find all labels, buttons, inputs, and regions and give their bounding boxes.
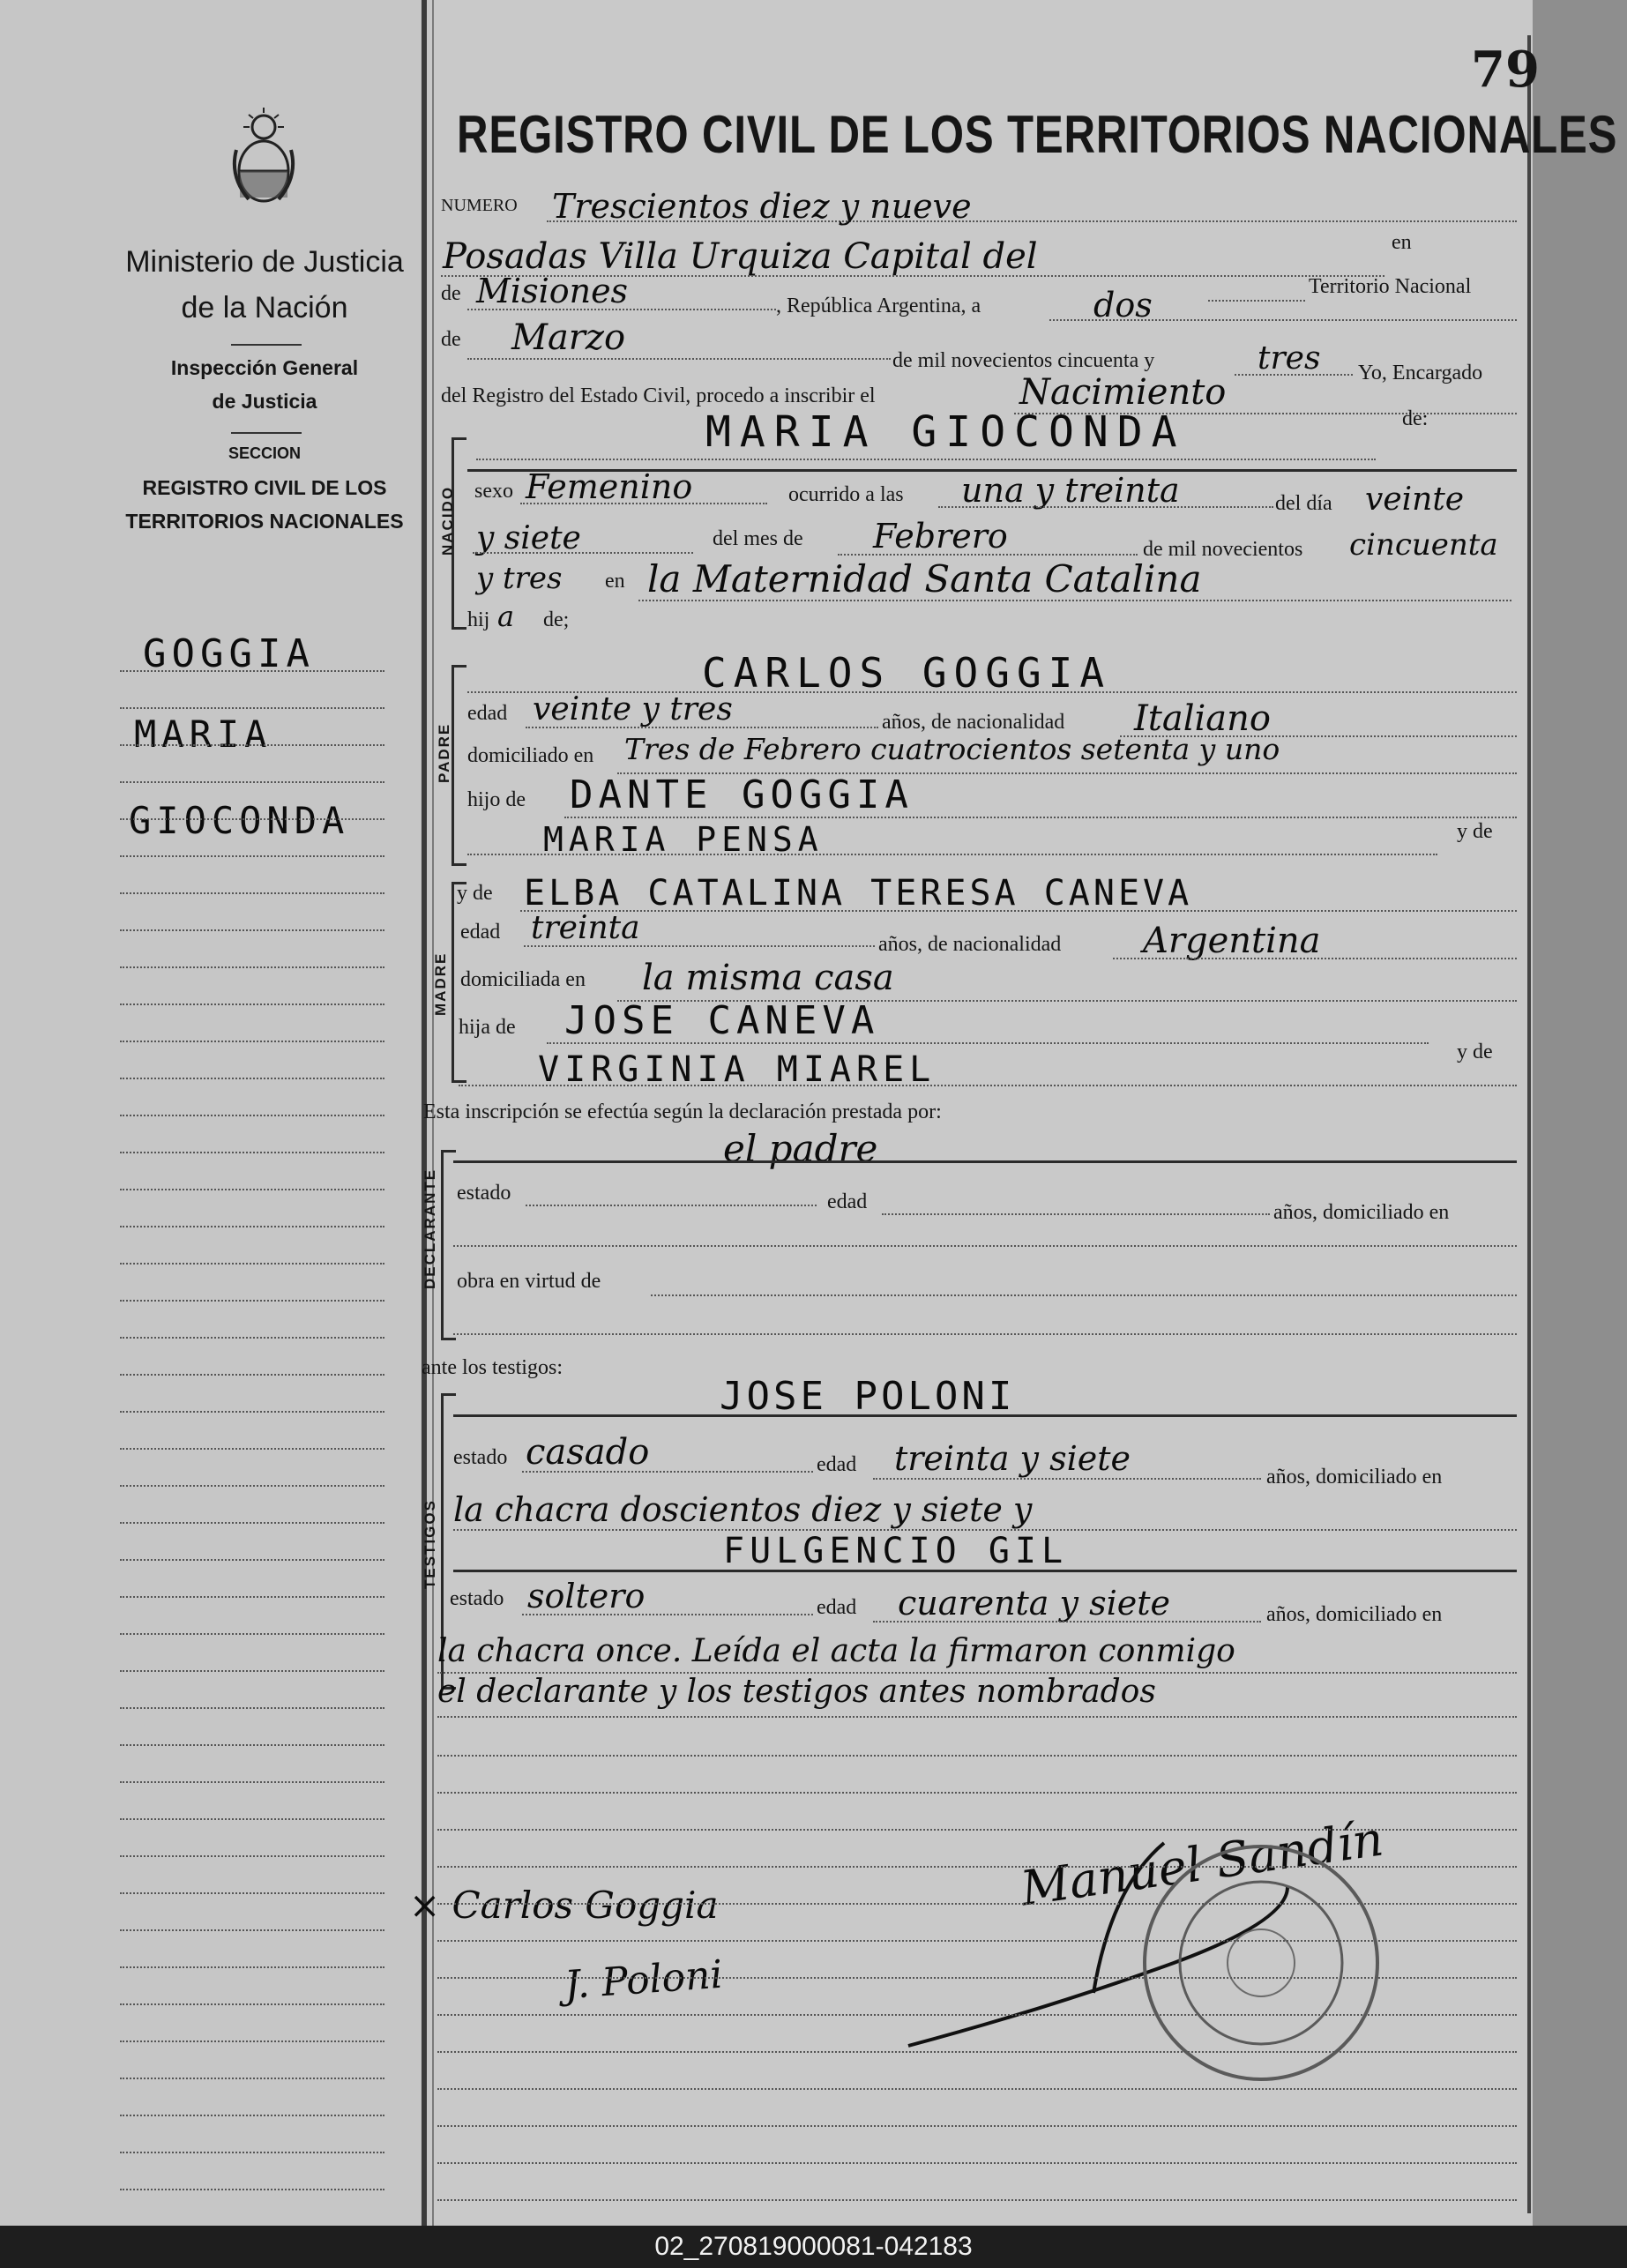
mes-line	[467, 358, 891, 360]
sidebar-rule	[120, 1411, 384, 1413]
ministry-line1: Ministerio de Justicia	[125, 245, 404, 279]
sidebar-rule	[120, 1707, 384, 1709]
t2-estado-line	[522, 1614, 813, 1615]
binding-edge	[1533, 0, 1627, 2226]
label-nacido: NACIDO	[439, 485, 456, 556]
decl-dom-line	[453, 1245, 1517, 1247]
declarante-rule	[453, 1160, 1517, 1163]
mes-nac-line	[838, 554, 1138, 556]
label-territorio: Territorio Nacional	[1309, 275, 1472, 298]
territorio-line	[467, 309, 776, 310]
label-padre-dom: domiciliado en	[467, 744, 594, 767]
t1-edad-value: treinta y siete	[894, 1439, 1131, 1478]
coat-of-arms-icon	[228, 106, 300, 205]
label-anos-dom-decl: años, domiciliado en	[1273, 1201, 1450, 1224]
edad-decl-line	[882, 1213, 1270, 1215]
main-rule	[437, 2125, 1517, 2127]
sidebar-rule	[120, 1596, 384, 1598]
abuelo-mat-line	[547, 1042, 1429, 1044]
sexo-value: Femenino	[526, 467, 693, 506]
anio-nac-value2: y tres	[476, 561, 563, 596]
label-testigos-v: TESTIGOS	[422, 1499, 438, 1589]
t1-estado-value: casado	[526, 1432, 650, 1473]
mes-nac-value: Febrero	[873, 517, 1008, 556]
label-del-dia: del día	[1275, 492, 1332, 515]
label-de-semicolon: de;	[543, 608, 570, 631]
anio-line	[1235, 374, 1353, 376]
sidebar-rule	[120, 1152, 384, 1153]
madre-nac-value: Argentina	[1143, 921, 1321, 961]
cierre-line	[437, 1716, 1517, 1718]
sidebar-rule	[120, 2189, 384, 2190]
sidebar-rule	[120, 1448, 384, 1450]
sidebar-rule	[120, 1818, 384, 1820]
label-padre-edad: edad	[467, 702, 508, 725]
dia-nac-value: veinte	[1365, 481, 1465, 518]
t1-dom-value: la chacra doscientos diez y siete y	[453, 1490, 1033, 1529]
sidebar-rule	[120, 1226, 384, 1227]
main-rule	[437, 1977, 1517, 1979]
ministry-line2: de la Nación	[181, 291, 348, 325]
testigo2-rule	[453, 1570, 1517, 1572]
territorio-value: Misiones	[476, 272, 629, 310]
sidebar-rule	[120, 1003, 384, 1005]
sidebar-rule	[120, 1559, 384, 1561]
sidebar-rule	[120, 1485, 384, 1487]
main-rule	[437, 1866, 1517, 1868]
anio-value: tres	[1258, 340, 1321, 377]
label-republica: , República Argentina, a	[776, 295, 981, 317]
label-de-colon: de:	[1402, 407, 1429, 430]
sidebar-rule	[120, 1337, 384, 1339]
label-estado-t1: estado	[453, 1446, 508, 1469]
label-de-territorio: de	[441, 282, 461, 305]
padre-nombre-value: CARLOS GOGGIA	[702, 649, 1112, 697]
declarante-value: el padre	[723, 1127, 878, 1170]
label-padre: PADRE	[436, 722, 452, 783]
abuela-mat-line	[459, 1085, 1517, 1086]
sidebar-rule	[120, 1300, 384, 1302]
sidebar-rule	[120, 1892, 384, 1894]
main-rule	[437, 1903, 1517, 1905]
label-padre-anos: años, de nacionalidad	[882, 711, 1065, 734]
label-sexo: sexo	[474, 480, 513, 503]
label-edad-t1: edad	[817, 1453, 857, 1476]
label-anos-dom-t2: años, domiciliado en	[1266, 1603, 1443, 1626]
margin-name2: GIOCONDA	[129, 799, 350, 842]
sidebar-rule	[120, 707, 384, 709]
numero-value: Trescientos diez y nueve	[552, 187, 972, 226]
label-madre-dom: domiciliada en	[460, 968, 586, 991]
sidebar-rule	[120, 781, 384, 783]
sidebar-rule	[120, 2078, 384, 2079]
sidebar-rule	[120, 1374, 384, 1376]
page-number: 79	[1471, 41, 1540, 99]
label-madre-edad: edad	[460, 921, 501, 944]
mes-value: Marzo	[511, 317, 626, 358]
abuelo-pat-value: DANTE GOGGIA	[570, 772, 914, 817]
padre-edad-line	[526, 727, 878, 728]
signature-padre: × Carlos Goggia	[409, 1884, 719, 1927]
label-estado-decl: estado	[457, 1182, 511, 1205]
label-edad-t2: edad	[817, 1596, 857, 1619]
section-line1: REGISTRO CIVIL DE LOS	[142, 476, 387, 499]
binding-edge-line	[1527, 35, 1531, 2213]
sidebar-rule	[120, 1781, 384, 1783]
label-hija-de: hija de	[459, 1016, 516, 1039]
padre-brace	[452, 665, 466, 866]
sidebar-rule	[120, 892, 384, 894]
label-ocurrido: ocurrido a las	[788, 483, 904, 506]
hora-line	[938, 506, 1273, 508]
anio-nac-value: cincuenta	[1349, 527, 1498, 563]
main-rule	[437, 1829, 1517, 1831]
abuela-pat-line	[467, 854, 1437, 855]
sidebar-rule	[120, 1522, 384, 1524]
label-en-lugar: en	[605, 570, 625, 593]
label-de-mil-nov: de mil novecientos	[1143, 538, 1303, 561]
dia-nac-line2	[473, 552, 693, 554]
sexo-line	[520, 503, 767, 504]
label-declaracion: Esta inscripción se efectúa según la declaración prestada por:	[423, 1100, 942, 1123]
signature-testigo: J. Poloni	[563, 1951, 725, 2009]
t2-edad-value: cuarenta y siete	[898, 1584, 1170, 1623]
t1-edad-line	[873, 1478, 1261, 1480]
label-y-de-mat: y de	[1457, 1041, 1493, 1063]
label-hij: hij	[467, 608, 490, 631]
label-del-mes: del mes de	[713, 527, 803, 550]
sidebar-rule	[120, 1189, 384, 1190]
label-anos-dom-t1: años, domiciliado en	[1266, 1466, 1443, 1488]
main-rule	[437, 1792, 1517, 1794]
nombre-value: MARIA GIOCONDA	[705, 407, 1186, 457]
testigo1-value: JOSE POLONI	[720, 1374, 1016, 1419]
sidebar-rule	[120, 966, 384, 968]
label-edad-decl: edad	[827, 1190, 868, 1213]
madre-dom-value: la misma casa	[642, 958, 894, 998]
label-de-mes: de	[441, 328, 461, 351]
label-en: en	[1392, 231, 1412, 254]
signature-encargado: Manuel Sandín	[1017, 1810, 1387, 1917]
t1-estado-line	[522, 1471, 813, 1473]
hora-value: una y treinta	[961, 471, 1180, 510]
abuela-pat-value: MARIA PENSA	[543, 820, 824, 859]
dia-line	[1049, 319, 1517, 321]
image-id-footer: 02_270819000081-042183	[0, 2226, 1627, 2268]
label-estado-t2: estado	[450, 1587, 504, 1610]
sidebar-rule	[120, 929, 384, 931]
sidebar-rule	[120, 1633, 384, 1635]
main-rule	[437, 2051, 1517, 2053]
padre-dom-value: Tres de Febrero cuatrocientos setenta y uno	[624, 732, 1280, 766]
sidebar-rule	[120, 1966, 384, 1968]
hij-suffix: a	[497, 600, 515, 633]
sidebar-rule	[120, 1078, 384, 1079]
t2-edad-line	[873, 1621, 1261, 1623]
inspection-line1: Inspección General	[170, 356, 359, 379]
t2-estado-value: soltero	[527, 1577, 646, 1615]
main-rule	[437, 2162, 1517, 2164]
margin-surname: GOGGIA	[143, 631, 315, 676]
testigo2-value: FULGENCIO GIL	[723, 1531, 1069, 1571]
label-hijo-de: hijo de	[467, 788, 526, 811]
label-y-de-madre: y de	[457, 882, 493, 905]
sidebar-rule	[120, 744, 384, 746]
sidebar-rule	[120, 2040, 384, 2042]
margin-name1: MARIA	[134, 712, 272, 756]
label-testigos: ante los testigos:	[422, 1356, 563, 1379]
dia-value: dos	[1093, 286, 1153, 325]
section-line2: TERRITORIOS NACIONALES	[125, 510, 404, 533]
sidebar-rule	[120, 1115, 384, 1116]
padre-edad-value: veinte y tres	[533, 691, 733, 727]
label-numero: NUMERO	[441, 196, 518, 215]
cierre-value: el declarante y los testigos antes nombrados	[437, 1674, 1156, 1710]
label-madre: MADRE	[432, 951, 449, 1016]
sidebar-rule	[120, 1263, 384, 1265]
sidebar-rule	[120, 818, 384, 820]
lugar-value: Posadas Villa Urquiza Capital del	[443, 236, 1038, 277]
sidebar-rule	[120, 2152, 384, 2153]
abuela-mat-value: VIRGINIA MIAREL	[538, 1049, 937, 1090]
lugar-line2	[1208, 300, 1305, 302]
t2-dom-value: la chacra once. Leída el acta la firmaron conmigo	[437, 1633, 1235, 1669]
section-label: SECCION	[228, 444, 301, 462]
label-mil-novecientos: de mil novecientos cincuenta y	[892, 349, 1155, 372]
label-declarante: DECLARANTE	[422, 1168, 438, 1289]
abuelo-mat-value: JOSE CANEVA	[564, 998, 880, 1043]
obra-line2	[453, 1333, 1517, 1335]
sidebar-divider	[231, 432, 302, 434]
inspection-line2: de Justicia	[212, 390, 317, 413]
sidebar-rule	[120, 1041, 384, 1042]
sidebar-rule	[120, 855, 384, 857]
main-rule	[437, 2014, 1517, 2016]
label-y-de-pat: y de	[1457, 820, 1493, 843]
sidebar-divider	[231, 344, 302, 346]
main-rule	[437, 1940, 1517, 1942]
padre-nac-value: Italiano	[1134, 698, 1271, 739]
dia-nac-value2: y siete	[476, 520, 581, 556]
label-registro: del Registro del Estado Civil, procedo a inscribir el	[441, 384, 876, 407]
label-yo-encargado: Yo, Encargado	[1358, 362, 1483, 384]
abuelo-pat-line	[564, 817, 1517, 818]
main-rule	[437, 2199, 1517, 2201]
madre-nombre-line	[520, 910, 1517, 912]
sidebar-rule	[120, 2115, 384, 2116]
label-obra: obra en virtud de	[457, 1270, 601, 1293]
label-madre-anos: años, de nacionalidad	[878, 933, 1062, 956]
sidebar-rule	[120, 1929, 384, 1931]
official-seal-icon	[1138, 1839, 1384, 2086]
sidebar-rule	[120, 2003, 384, 2005]
sidebar-rule	[120, 1744, 384, 1746]
madre-edad-line	[524, 945, 875, 947]
sidebar-rule	[120, 1670, 384, 1672]
acto-value: Nacimiento	[1019, 372, 1227, 413]
obra-line	[651, 1294, 1517, 1296]
sidebar-rule	[120, 670, 384, 672]
nombre-line	[476, 459, 1376, 460]
lugar-nac-value: la Maternidad Santa Catalina	[647, 557, 1202, 601]
madre-nombre-value: ELBA CATALINA TERESA CANEVA	[524, 873, 1193, 914]
sidebar-rule	[120, 1855, 384, 1857]
estado-decl-line	[526, 1205, 817, 1206]
main-rule	[437, 2088, 1517, 2090]
page-title: REGISTRO CIVIL DE LOS TERRITORIOS NACIONALES	[457, 105, 1618, 164]
testigo1-rule	[453, 1414, 1517, 1417]
madre-edad-value: treinta	[531, 910, 640, 946]
main-rule	[437, 1755, 1517, 1757]
lugar-nac-line	[638, 600, 1511, 601]
madre-nac-line	[1113, 958, 1517, 959]
